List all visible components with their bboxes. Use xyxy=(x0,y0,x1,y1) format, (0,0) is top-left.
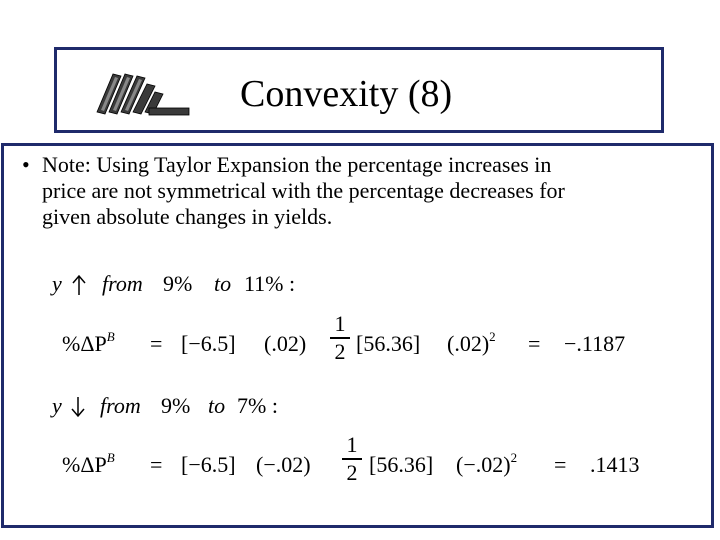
yield-change: (.02) xyxy=(264,331,307,356)
one-half-fraction xyxy=(329,312,351,364)
fraction-denominator: 2 xyxy=(334,338,346,364)
stacked-bars-logo-icon xyxy=(91,68,191,116)
bullet-marker: • xyxy=(22,152,30,177)
convexity-term: [56.36] xyxy=(356,331,421,356)
bullet-paragraph xyxy=(42,152,712,230)
yield-change-squared xyxy=(447,331,496,357)
equation-up xyxy=(62,331,115,357)
bullet-line: price are not symmetrical with the percentage decreases for xyxy=(42,178,565,203)
exponent: 2 xyxy=(489,329,496,344)
to-value: 7% : xyxy=(237,393,278,418)
case-up-label xyxy=(52,271,296,297)
duration-term: [−6.5] xyxy=(181,452,236,477)
page-title: Convexity (8) xyxy=(240,73,453,115)
fraction-numerator: 1 xyxy=(334,311,346,336)
lhs-superscript: B xyxy=(106,329,115,344)
duration-term: [−6.5] xyxy=(181,331,236,356)
from-word: from xyxy=(102,271,143,296)
lhs: %ΔP xyxy=(62,331,107,356)
yield-symbol: y xyxy=(52,393,62,418)
bullet-line: given absolute changes in yields. xyxy=(42,204,333,229)
convexity-term: [56.36] xyxy=(369,452,434,477)
yield-change-squared xyxy=(456,452,517,478)
equals-sign: = xyxy=(554,452,567,477)
fraction-numerator: 1 xyxy=(346,432,358,457)
yield-change: (−.02) xyxy=(256,452,311,477)
equation-down xyxy=(62,452,115,478)
equals-sign: = xyxy=(150,452,163,477)
one-half-fraction xyxy=(341,433,363,485)
lhs: %ΔP xyxy=(62,452,107,477)
to-word: to xyxy=(214,271,232,296)
result-value: −.1187 xyxy=(564,331,626,356)
title-box xyxy=(54,47,664,133)
equals-sign: = xyxy=(150,331,163,356)
equals-sign: = xyxy=(528,331,541,356)
result-value: .1413 xyxy=(590,452,640,477)
from-word: from xyxy=(100,393,141,418)
bullet-line: Note: Using Taylor Expansion the percentage increases in xyxy=(42,152,552,177)
yield-change: (.02) xyxy=(447,331,490,356)
case-down-label xyxy=(52,393,278,419)
lhs-superscript: B xyxy=(106,450,115,465)
yield-symbol: y xyxy=(52,271,62,296)
from-value: 9% xyxy=(161,393,191,418)
arrow-down-icon xyxy=(71,396,85,418)
from-value: 9% xyxy=(163,271,193,296)
yield-change: (−.02) xyxy=(456,452,511,477)
to-value: 11% : xyxy=(244,271,296,296)
exponent: 2 xyxy=(510,450,518,465)
to-word: to xyxy=(208,393,226,418)
fraction-denominator: 2 xyxy=(346,459,358,485)
arrow-up-icon xyxy=(72,274,86,296)
